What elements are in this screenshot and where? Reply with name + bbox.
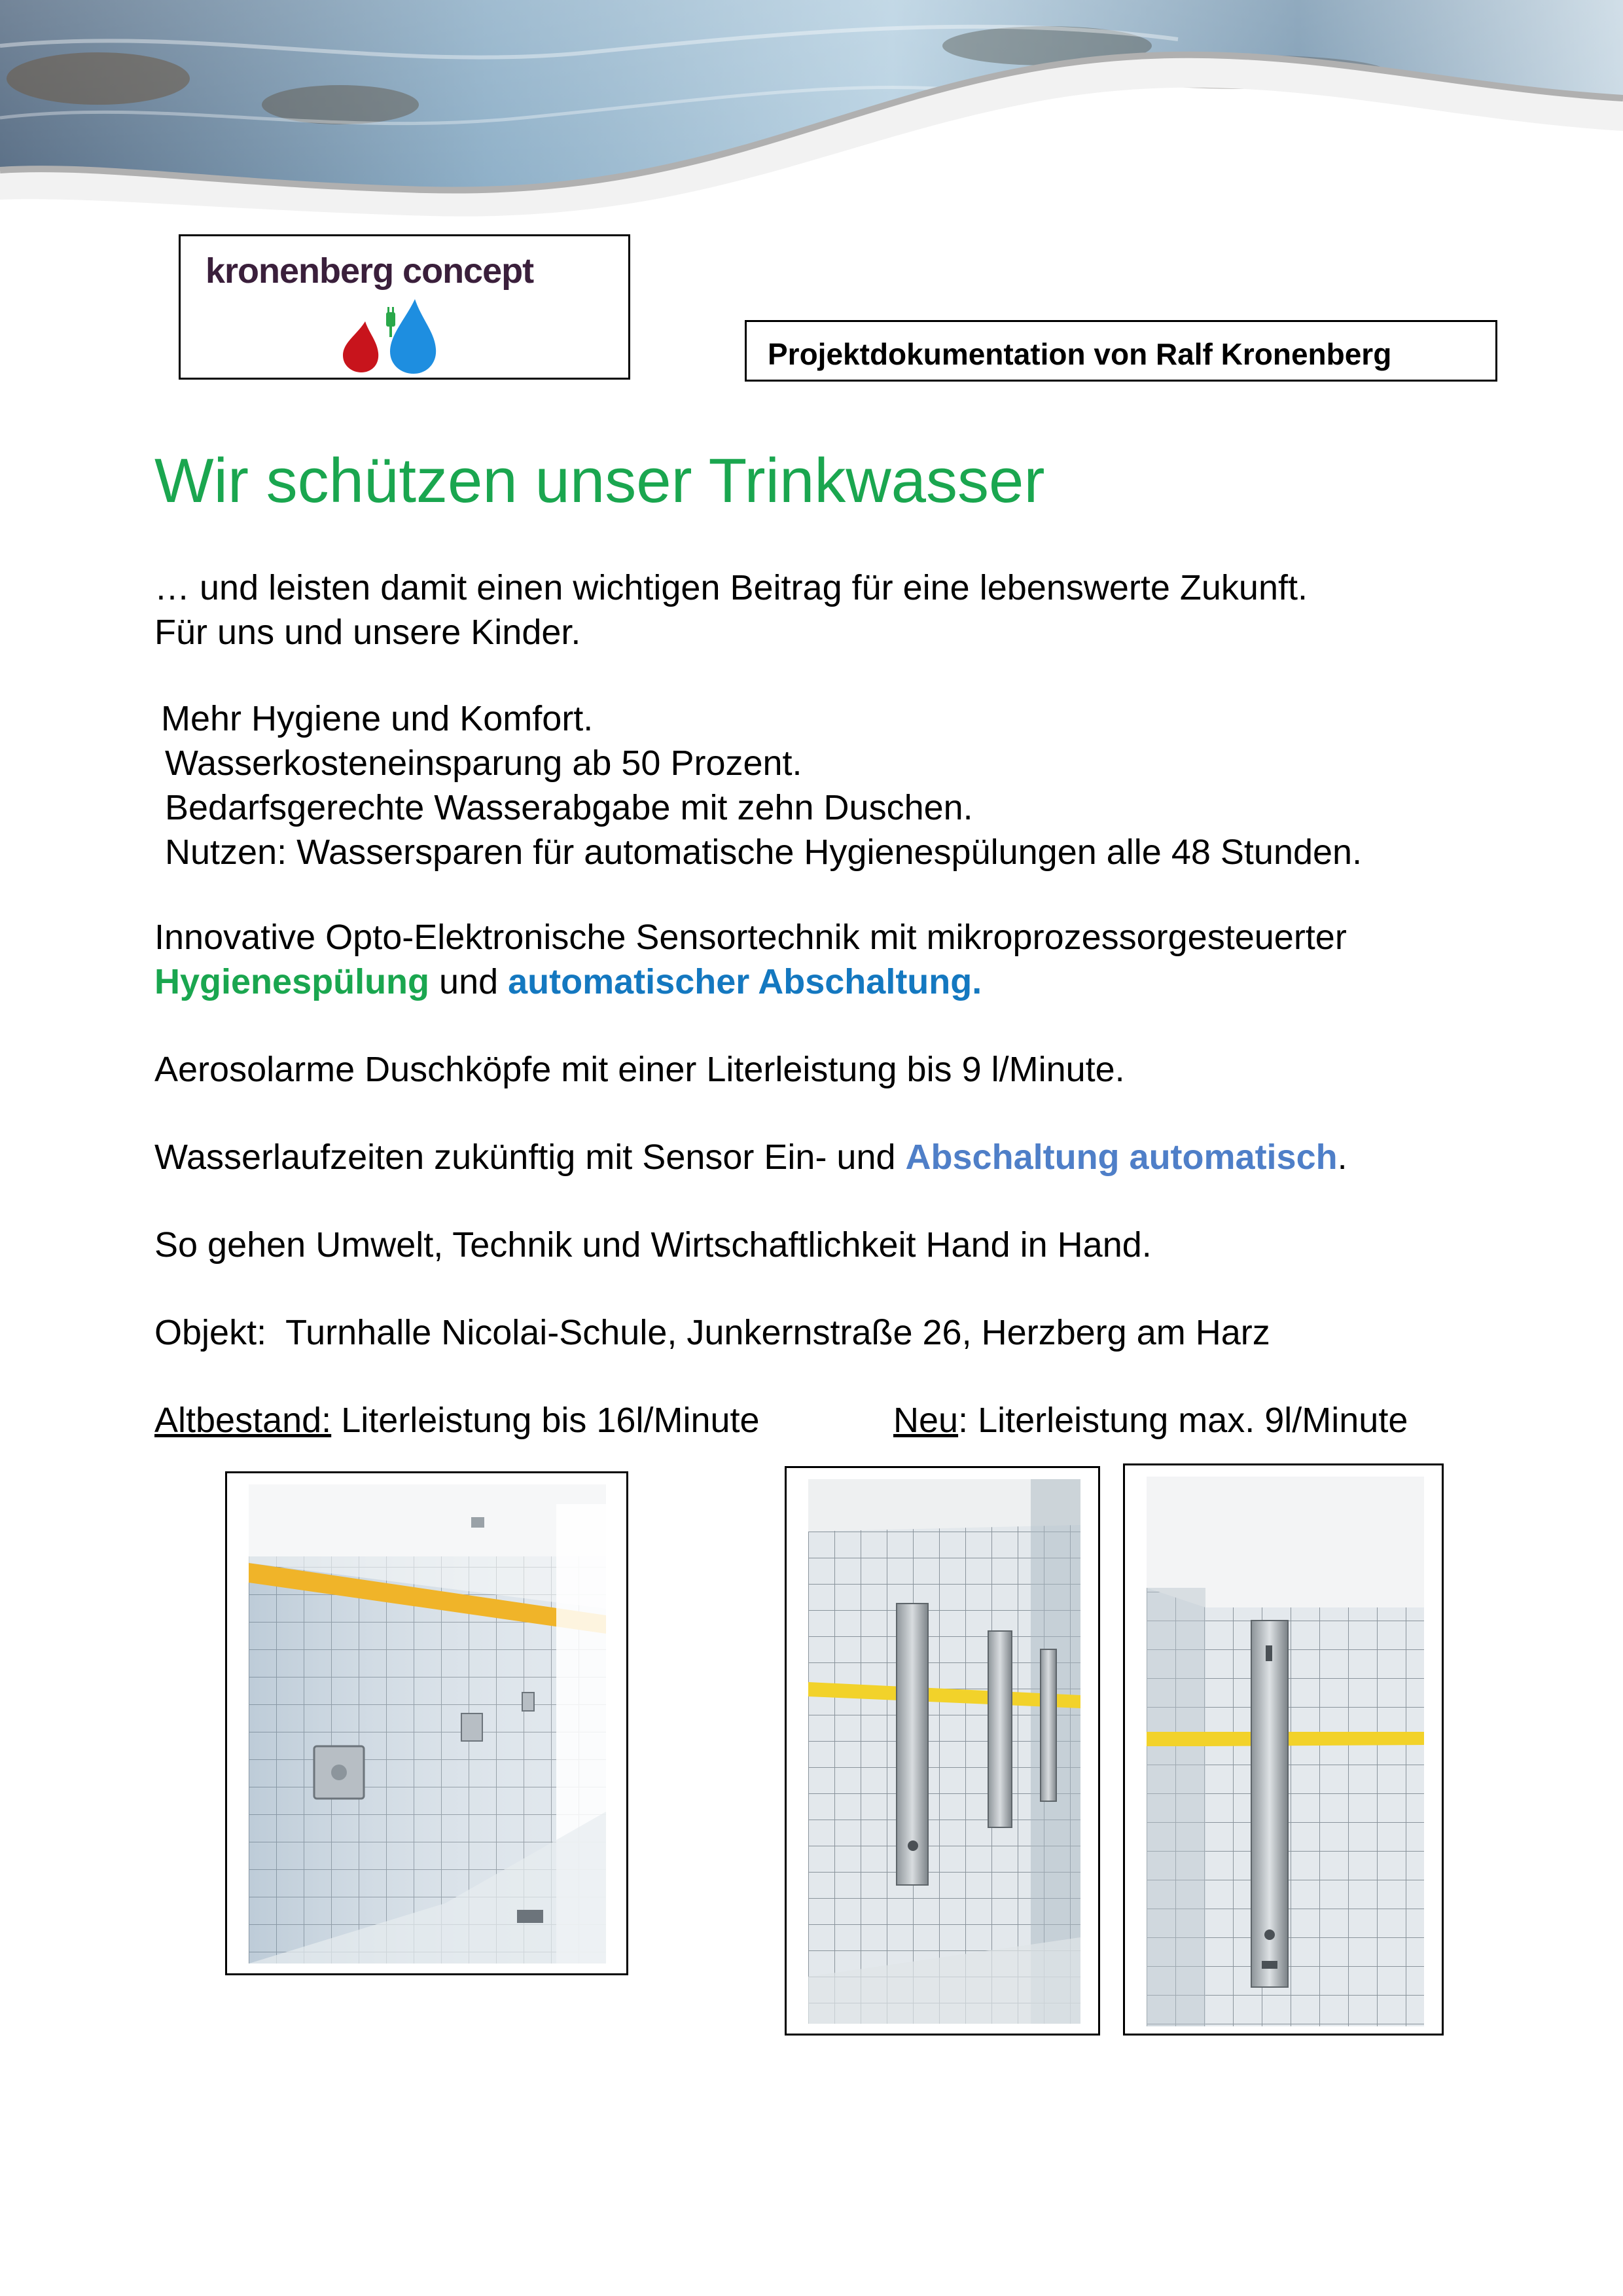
project-doc-box (745, 320, 1497, 382)
intro-line-1: … und leisten damit einen wichtigen Beitrag für eine lebenswerte Zukunft. (154, 568, 1308, 607)
benefit-item: Wasserkosteneinsparung ab 50 Prozent. (165, 744, 802, 783)
old-label: Altbestand: (154, 1401, 332, 1440)
benefits-list (161, 696, 1362, 874)
harmony-paragraph: So gehen Umwelt, Technik und Wirtschaftlichkeit Hand in Hand. (154, 1225, 1152, 1265)
innovation-line-1: Innovative Opto-Elektronische Sensortechnik mit mikroprozessorgesteuerter (154, 918, 1347, 957)
photo-new-showers-row (785, 1466, 1100, 2036)
benefit-item: Mehr Hygiene und Komfort. (161, 699, 594, 738)
hygiene-flush-highlight: Hygienespülung (154, 962, 430, 1001)
intro-paragraph (154, 565, 1308, 655)
benefit-item: Bedarfsgerechte Wasserabgabe mit zehn Duschen. (165, 788, 973, 827)
project-doc-label: Projektdokumentation von Ralf Kronenberg (768, 337, 1392, 371)
innovation-connector: und (429, 962, 508, 1001)
auto-shutoff-highlight: automatischer Abschaltung. (508, 962, 982, 1001)
runtime-highlight: Abschaltung automatisch (905, 1138, 1338, 1177)
benefit-item: Nutzen: Wassersparen für automatische Hygienespülungen alle 48 Stunden. (165, 833, 1363, 872)
innovation-paragraph (154, 915, 1347, 1004)
water-header-banner (0, 0, 1623, 223)
comparison-old (154, 1398, 760, 1443)
aerosol-paragraph: Aerosolarme Duschköpfe mit einer Literleistung bis 9 l/Minute. (154, 1050, 1125, 1089)
new-text: : Literleistung max. 9l/Minute (958, 1401, 1408, 1440)
old-text: Literleistung bis 16l/Minute (331, 1401, 760, 1440)
runtime-paragraph (154, 1135, 1347, 1179)
logo-drops-icon (331, 295, 462, 374)
logo-text: kronenberg concept (205, 251, 534, 291)
photo-old-showers (225, 1471, 628, 1975)
runtime-text: Wasserlaufzeiten zukünftig mit Sensor Ein- und (154, 1138, 906, 1177)
intro-line-2: Für uns und unsere Kinder. (154, 613, 581, 652)
comparison-new (893, 1398, 1408, 1443)
company-logo (179, 234, 630, 380)
page-title: Wir schützen unser Trinkwasser (154, 446, 1045, 516)
photo-new-shower-panel (1123, 1463, 1444, 2036)
new-label: Neu (893, 1401, 959, 1440)
runtime-end: . (1337, 1138, 1347, 1177)
innovation-line-2 (154, 960, 1347, 1004)
object-paragraph: Objekt: Turnhalle Nicolai-Schule, Junkernstraße 26, Herzberg am Harz (154, 1313, 1270, 1352)
